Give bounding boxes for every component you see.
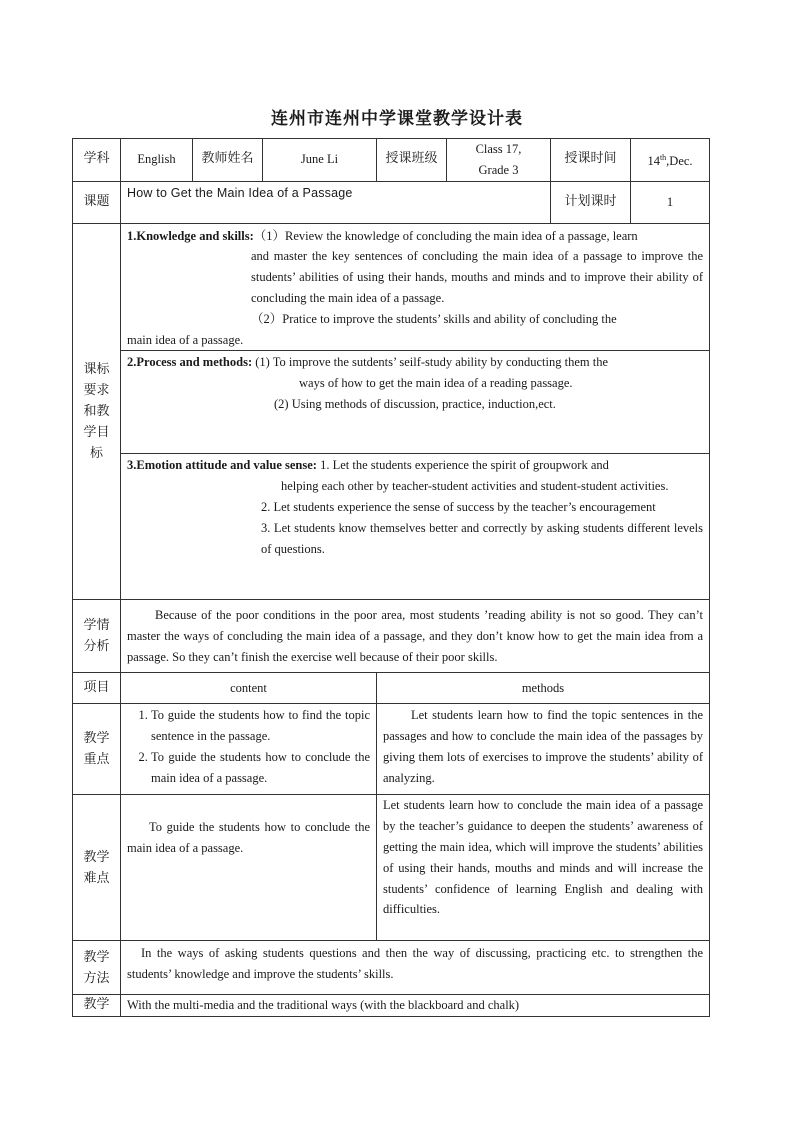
teaching-methods-row <box>73 941 710 995</box>
info-row <box>73 139 710 182</box>
difficulties-label-line: 教学 <box>83 849 110 865</box>
difficulties-label-line: 难点 <box>83 870 110 886</box>
process-p1-line1: (1) To improve the sutdents’ seilf-study ability by conducting them the <box>255 355 609 370</box>
teaching-aids-row <box>73 995 710 1017</box>
analysis-text: Because of the poor conditions in the poor area, most students ’reading ability is not so good. They can’t master the ways of concluding the main idea of a passage, and they don’t know how to get the main idea from a passage. So they can’t finish the exercise well because of their poor skills. <box>121 600 710 673</box>
time-value-sup: th <box>659 152 667 162</box>
content-header: content <box>121 673 377 704</box>
teaching-aids-text: With the multi-media and the traditional ways (with the blackboard and chalk) <box>121 995 710 1017</box>
key-points-label-line: 教学 <box>83 731 110 747</box>
teaching-methods-label-line: 方法 <box>83 970 110 986</box>
time-label: 授课时间 <box>551 139 631 182</box>
difficulties-label <box>73 795 121 941</box>
difficulties-content: To guide the students how to conclude the main idea of a passage. <box>121 795 377 941</box>
teaching-methods-text: In the ways of asking students questions and then the way of discussing, practicing etc. to strengthen the students’ knowledge and improve the students’ skills. <box>121 941 710 995</box>
goals-label-line: 要求 <box>83 382 110 398</box>
knowledge-p1-rest: and master the key sentences of concluding the main idea of a passage to improve the students’ abilities of using their hands, mouths and minds and to improve their ability of concluding the main idea of a passage. <box>251 249 703 305</box>
teaching-aids-label: 教学 <box>73 995 121 1017</box>
analysis-label-line: 学情 <box>83 618 110 634</box>
time-value <box>631 139 710 182</box>
knowledge-skills-cell <box>121 223 710 351</box>
emotion-p1-line1: 1. Let the students experience the spirit of groupwork and <box>320 458 609 473</box>
class-value <box>447 139 551 182</box>
emotion-p1-rest: helping each other by teacher-student activities and student-student activities. <box>281 479 669 494</box>
key-points-label <box>73 704 121 795</box>
time-value-rest: ,Dec. <box>666 153 693 168</box>
key-points-row <box>73 704 710 795</box>
class-value-line1: Class 17, <box>475 142 522 156</box>
process-p2: (2) Using methods of discussion, practice, induction,ect. <box>274 396 556 411</box>
difficulties-methods: Let students learn how to conclude the main idea of a passage by the teacher’s guidance to deepen the students’ awareness of getting the main idea, which will improve the students’ abilities of using their hands, mouths and minds and will increase the students’ confidence of learning English and dealing with difficulties. <box>377 795 710 941</box>
goals-label <box>73 223 121 600</box>
items-label: 项目 <box>73 673 121 704</box>
hours-label: 计划课时 <box>551 181 631 223</box>
lesson-plan-table <box>72 138 710 1017</box>
emotion-cell <box>121 454 710 600</box>
subject-label: 学科 <box>73 139 121 182</box>
goals-label-line: 和教 <box>83 403 110 419</box>
key-point-item: 1. To guide the students how to find the topic sentence in the passage. <box>151 705 370 747</box>
analysis-label <box>73 600 121 673</box>
process-methods-cell <box>121 351 710 454</box>
teaching-methods-label <box>73 941 121 995</box>
knowledge-heading: 1.Knowledge and skills: <box>127 228 254 243</box>
goals-emotion-row <box>73 454 710 600</box>
teacher-value: June Li <box>263 139 377 182</box>
goals-label-line: 标 <box>89 445 103 461</box>
process-p1-rest: ways of how to get the main idea of a reading passage. <box>299 376 573 391</box>
knowledge-p1-line1: （1）Review the knowledge of concluding the main idea of a passage, learn <box>253 228 638 243</box>
emotion-heading: 3.Emotion attitude and value sense: <box>127 458 317 473</box>
class-value-line2: Grade 3 <box>478 162 519 177</box>
topic-value: How to Get the Main Idea of a Passage <box>121 181 551 223</box>
emotion-p3: 3. Let students know themselves better and correctly by asking students different levels of questions. <box>261 520 703 556</box>
class-label: 授课班级 <box>377 139 447 182</box>
key-points-label-line: 重点 <box>83 752 110 768</box>
knowledge-p2-line1: （2）Pratice to improve the students’ skills and ability of concluding the <box>251 311 617 326</box>
topic-label: 课题 <box>73 181 121 223</box>
emotion-p2: 2. Let students experience the sense of success by the teacher’s encouragement <box>261 499 656 514</box>
hours-value: 1 <box>631 181 710 223</box>
teaching-methods-label-line: 教学 <box>83 949 110 965</box>
document-title: 连州市连州中学课堂教学设计表 <box>271 109 523 129</box>
topic-row <box>73 181 710 223</box>
difficulties-row <box>73 795 710 941</box>
goals-knowledge-row <box>73 223 710 351</box>
teacher-label: 教师姓名 <box>193 139 263 182</box>
goals-label-line: 学目 <box>83 424 110 440</box>
analysis-label-line: 分析 <box>83 639 110 655</box>
key-points-methods: Let students learn how to find the topic sentences in the passages and how to conclude the main idea of the passages by giving them lots of exercises to improve the students’ ability of analyzing. <box>377 704 710 795</box>
analysis-row <box>73 600 710 673</box>
process-heading: 2.Process and methods: <box>127 355 253 370</box>
knowledge-p2-rest: main idea of a passage. <box>127 332 244 347</box>
time-value-day: 14 <box>647 153 660 168</box>
key-points-content <box>121 704 377 795</box>
key-point-item: 2. To guide the students how to conclude the main idea of a passage. <box>151 747 370 789</box>
methods-header: methods <box>377 673 710 704</box>
goals-process-row <box>73 351 710 454</box>
items-header-row <box>73 673 710 704</box>
subject-value: English <box>121 139 193 182</box>
goals-label-line: 课标 <box>83 361 110 377</box>
